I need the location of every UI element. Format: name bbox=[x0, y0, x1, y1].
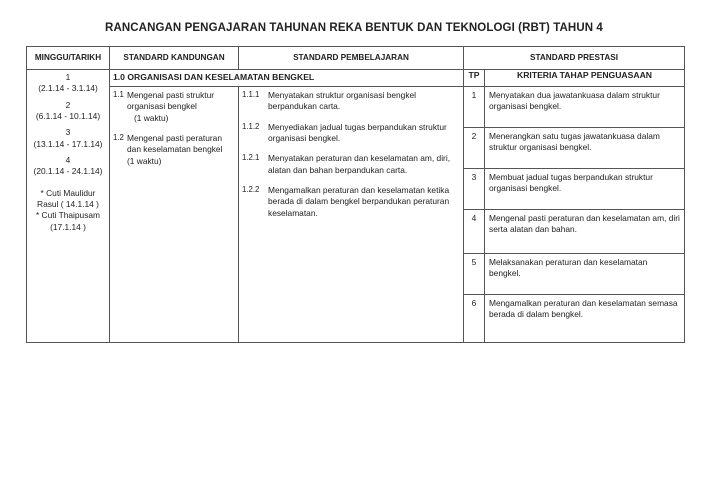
kriteria-text: Membuat jadual tugas berpandukan struktur organisasi bengkel. bbox=[485, 169, 685, 210]
kandungan-item: 1.1 Mengenal pasti struktur organisasi bengkel (1 waktu) bbox=[113, 90, 215, 123]
header-pembelajaran: STANDARD PEMBELAJARAN bbox=[239, 47, 464, 70]
tp-header: TP bbox=[464, 70, 485, 87]
kriteria-header: KRITERIA TAHAP PENGUASAAN bbox=[485, 70, 685, 87]
kriteria-text: Mengenal pasti peraturan dan keselamatan am, diri serta alatan dan bahan. bbox=[485, 210, 685, 254]
tp-level: 6 bbox=[464, 295, 485, 343]
tp-level: 3 bbox=[464, 169, 485, 210]
tp-level: 2 bbox=[464, 128, 485, 169]
lesson-plan-table bbox=[26, 46, 685, 343]
pembelajaran-cell bbox=[239, 87, 464, 343]
kriteria-text: Melaksanakan peraturan dan keselamatan bengkel. bbox=[485, 254, 685, 295]
kandungan-item: 1.2 Mengenal pasti peraturan dan keselamatan bengkel (1 waktu) bbox=[113, 133, 223, 166]
holiday-note: * Cuti Maulidur Rasul ( 14.1.14 ) * Cuti Thaipusam (17.1.14 ) bbox=[35, 187, 101, 232]
week-item: 2 (6.1.14 - 10.1.14) bbox=[35, 99, 101, 122]
header-prestasi: STANDARD PRESTASI bbox=[464, 47, 685, 70]
weeks-cell bbox=[27, 70, 110, 343]
kriteria-text: Mengamalkan peraturan dan keselamatan semasa berada di dalam bengkel. bbox=[485, 295, 685, 343]
week-item: 3 (13.1.14 - 17.1.14) bbox=[33, 127, 103, 149]
page-title: RANCANGAN PENGAJARAN TAHUNAN REKA BENTUK DAN TEKNOLOGI (RBT) TAHUN 4 bbox=[105, 22, 603, 34]
header-row bbox=[27, 47, 685, 70]
kriteria-text: Menyatakan dua jawatankuasa dalam struktur organisasi bengkel. bbox=[485, 87, 685, 128]
kriteria-text: Menerangkan satu tugas jawatankuasa dalam struktur organisasi bengkel. bbox=[485, 128, 685, 169]
tp-level: 4 bbox=[464, 210, 485, 254]
week-item: 4 (20.1.14 - 24.1.14) bbox=[33, 155, 103, 177]
header-minggu: MINGGU/TARIKH bbox=[27, 47, 110, 70]
header-kandungan: STANDARD KANDUNGAN bbox=[110, 47, 239, 70]
pembelajaran-item: 1.1.1 Menyatakan struktur organisasi bengkel berpandukan carta. bbox=[242, 90, 417, 112]
tp-level: 5 bbox=[464, 254, 485, 295]
section-title: 1.0 ORGANISASI DAN KESELAMATAN BENGKEL bbox=[110, 70, 464, 87]
week-item: 1 (2.1.14 - 3.1.14) bbox=[38, 72, 98, 94]
pembelajaran-item: 1.2.1 Menyatakan peraturan dan keselamatan am, diri, alatan dan bahan berpandukan carta. bbox=[242, 153, 451, 175]
kandungan-cell bbox=[110, 87, 239, 343]
pembelajaran-item: 1.1.2 Menyediakan jadual tugas berpandukan struktur organisasi bengkel. bbox=[242, 121, 447, 144]
tp-level: 1 bbox=[464, 87, 485, 128]
pembelajaran-item: 1.2.2 Mengamalkan peraturan dan keselamatan ketika berada di dalam bengkel berpandukan peraturan keselamatan. bbox=[242, 185, 450, 218]
